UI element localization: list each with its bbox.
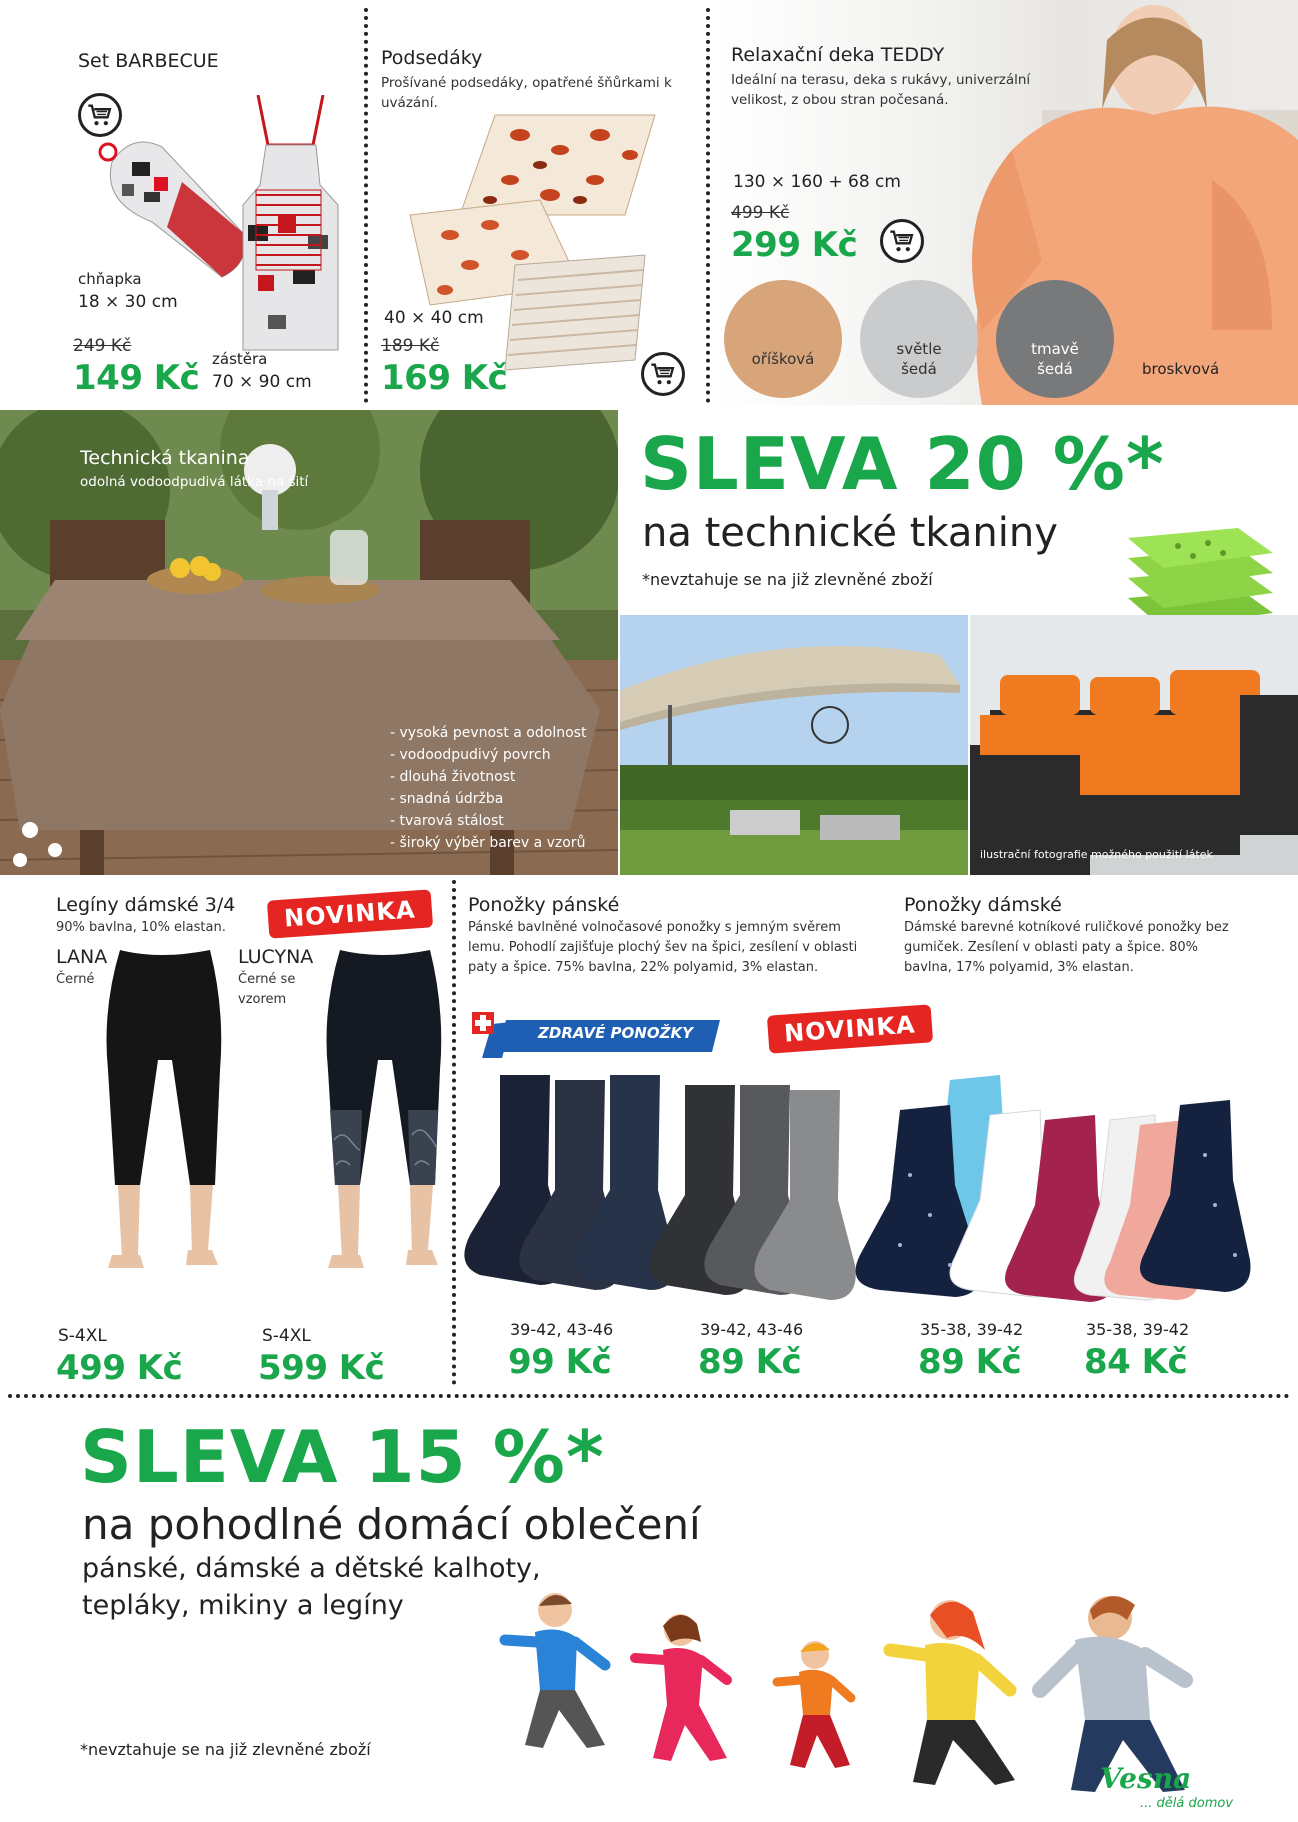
bullet-item: - snadná údržba xyxy=(390,791,504,807)
photo-caption: ilustrační fotografie možného použití látek xyxy=(980,848,1213,861)
teddy-size: 130 × 160 + 68 cm xyxy=(733,172,901,192)
color-swatch-light-grey[interactable] xyxy=(860,280,978,398)
sale-15-line2: pánské, dámské a dětské kalhoty, xyxy=(82,1553,541,1584)
sale-15-line1: na pohodlné domácí oblečení xyxy=(82,1500,701,1549)
teddy-title: Relaxační deka TEDDY xyxy=(731,44,945,66)
sale-20-note: *nevztahuje se na již zlevněné zboží xyxy=(642,570,933,589)
sale-15-line3: tepláky, mikiny a legíny xyxy=(82,1590,404,1621)
men-socks-price-1: 99 Kč xyxy=(508,1342,612,1382)
barbecue-title: Set BARBECUE xyxy=(78,50,219,72)
socks-men-description: Pánské bavlněné volnočasové ponožky s jemným svěrem lemu. Pohodlí zajišťuje plochý šev na špici, zesílení v oblasti paty a špice. 75% bavlna, 22% polyamid, 3% elastan. xyxy=(468,920,858,975)
lana-size: S-4XL xyxy=(58,1326,107,1346)
lana-leggings-image xyxy=(100,950,230,1275)
cushions-size: 40 × 40 cm xyxy=(384,308,484,328)
women-socks-price-2: 84 Kč xyxy=(1084,1342,1188,1382)
men-socks-sizes-2: 39-42, 43-46 xyxy=(700,1320,804,1339)
brand-name: Vesna xyxy=(1100,1762,1192,1795)
men-socks-sizes-1: 39-42, 43-46 xyxy=(510,1320,614,1339)
bullet-item: - vysoká pevnost a odolnost xyxy=(390,725,587,741)
technical-subtitle: odolná vodoodpudivá látka na šití xyxy=(80,474,309,490)
lana-name: LANA xyxy=(56,946,108,968)
socks-men-title: Ponožky pánské xyxy=(468,894,620,916)
oven-glove-image xyxy=(92,122,252,282)
color-swatch-hazel[interactable] xyxy=(724,280,842,398)
teddy-old-price: 499 Kč xyxy=(731,203,790,223)
umbrella-photo xyxy=(620,615,968,875)
glove-size: 18 × 30 cm xyxy=(78,292,178,312)
sale-20-headline: SLEVA 20 %* xyxy=(640,422,1165,506)
lucyna-name: LUCYNA xyxy=(238,946,314,968)
divider-horizontal xyxy=(8,1394,1290,1398)
socks-women-description: Dámské barevné kotníkové ruličkové ponožky bez gumiček. Zesílení v oblasti paty a špice. 80% bavlna, 17% polyamid, 3% elastan. xyxy=(904,920,1229,975)
leggings-composition: 90% bavlna, 10% elastan. xyxy=(56,920,226,935)
lucyna-color: Černé se vzorem xyxy=(238,972,296,1007)
lana-color: Černé xyxy=(56,972,95,987)
bullet-item: - vodoodpudivý povrch xyxy=(390,747,551,763)
women-socks-sizes-2: 35-38, 39-42 xyxy=(1086,1320,1190,1339)
divider-vertical-1 xyxy=(364,8,368,403)
swatch-label-peach: broskvová xyxy=(1142,360,1220,378)
apron-label: zástěra xyxy=(212,350,268,368)
divider-vertical-2 xyxy=(706,8,710,403)
lana-price: 499 Kč xyxy=(56,1348,183,1388)
women-socks-image xyxy=(840,1075,1270,1305)
lucyna-leggings-image xyxy=(320,950,450,1275)
teddy-description: Ideální na terasu, deka s rukávy, univerzální velikost, z obou stran počesaná. xyxy=(731,72,1031,108)
cushions-old-price: 189 Kč xyxy=(381,336,440,356)
men-socks-image xyxy=(460,1075,880,1305)
divider-vertical-3 xyxy=(452,880,456,1385)
teddy-price: 299 Kč xyxy=(731,225,858,265)
cart-icon[interactable] xyxy=(880,219,924,263)
sale-15-headline: SLEVA 15 %* xyxy=(80,1415,605,1499)
cushions-price: 169 Kč xyxy=(381,358,508,398)
bullet-item: - široký výběr barev a vzorů xyxy=(390,835,586,851)
technical-title: Technická tkanina xyxy=(80,447,250,469)
new-badge: NOVINKA xyxy=(767,1004,933,1053)
healthy-socks-logo-text: ZDRAVÉ PONOŽKY xyxy=(538,1024,693,1042)
sofa-photo xyxy=(970,615,1298,875)
color-swatch-dark-grey[interactable] xyxy=(996,280,1114,398)
swatch-label: tmavě šedá xyxy=(1031,340,1079,378)
bullet-item: - dlouhá životnost xyxy=(390,769,516,785)
women-socks-price-1: 89 Kč xyxy=(918,1342,1022,1382)
cushions-description: Prošívané podsedáky, opatřené šňůrkami k uvázání. xyxy=(381,75,672,111)
new-badge: NOVINKA xyxy=(267,889,433,938)
cushions-title: Podsedáky xyxy=(381,47,483,69)
cushions-image xyxy=(400,105,660,375)
bullet-item: - tvarová stálost xyxy=(390,813,504,829)
women-socks-sizes-1: 35-38, 39-42 xyxy=(920,1320,1024,1339)
vesna-logo[interactable] xyxy=(1100,1762,1260,1817)
lucyna-price: 599 Kč xyxy=(258,1348,385,1388)
apron-size: 70 × 90 cm xyxy=(212,372,312,392)
swatch-label: světle šedá xyxy=(896,340,942,378)
sale-20-subline: na technické tkaniny xyxy=(642,510,1058,556)
barbecue-price: 149 Kč xyxy=(73,358,200,398)
sale-15-note: *nevztahuje se na již zlevněné zboží xyxy=(80,1740,371,1759)
socks-women-title: Ponožky dámské xyxy=(904,894,1062,916)
men-socks-price-2: 89 Kč xyxy=(698,1342,802,1382)
brand-tagline: ... dělá domov xyxy=(1140,1796,1234,1811)
technical-bullet-list xyxy=(390,722,586,854)
leggings-title: Legíny dámské 3/4 xyxy=(56,894,236,916)
cart-icon[interactable] xyxy=(641,352,685,396)
apron-image xyxy=(238,95,343,355)
glove-label: chňapka xyxy=(78,270,142,288)
swatch-label: oříšková xyxy=(751,350,815,368)
healthy-socks-logo xyxy=(472,1012,720,1058)
lucyna-size: S-4XL xyxy=(262,1326,311,1346)
barbecue-old-price: 249 Kč xyxy=(73,336,132,356)
